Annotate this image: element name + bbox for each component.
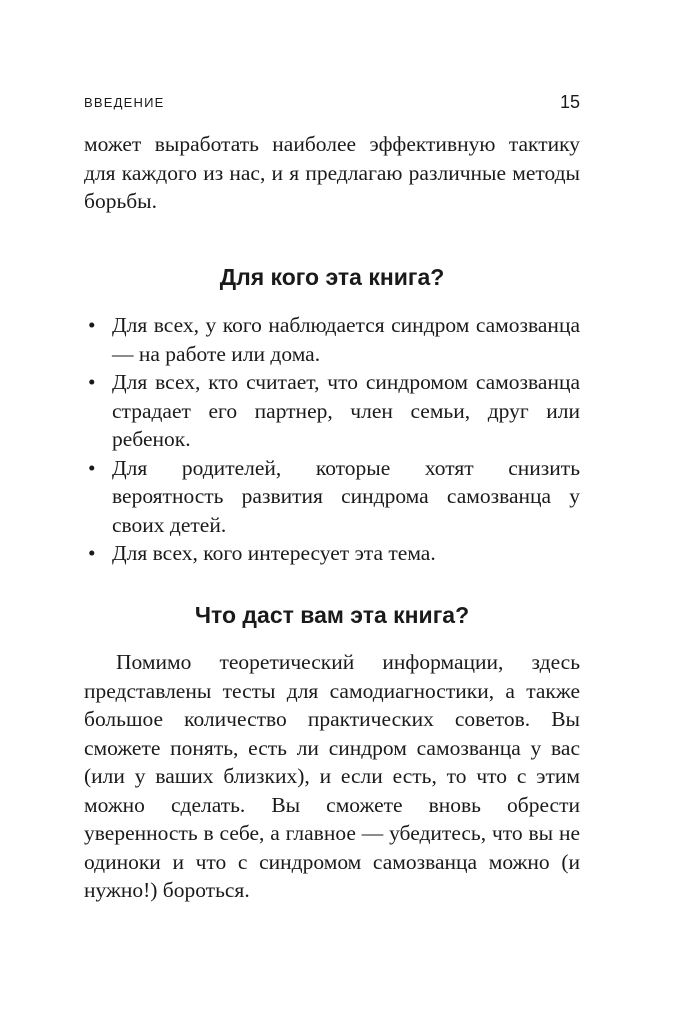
page-number: 15 [559, 92, 580, 112]
body-paragraph: Помимо теоретический информации, здесь представлены тесты для самодиагностики, а также большое количество практических советов. Вы сможете понять, есть ли синдром самозванца у вас (или у ваших близких), и если есть, то что с этим можно сделать. Вы сможете вновь обрести уверенность в себе, а главное — убедитесь, что вы не одиноки и что с синдромом самозванца можно (и нужно!) бороться. [84, 650, 580, 902]
section-label: ВВЕДЕНИЕ [84, 95, 165, 110]
list-item [84, 368, 580, 454]
list-item-text: Для всех, кого интересует эта тема. [112, 541, 436, 565]
running-head [84, 92, 580, 116]
bullet-icon: • [88, 541, 96, 565]
bullet-icon: • [88, 455, 96, 480]
list-item [84, 454, 580, 540]
bullet-icon: • [88, 313, 96, 337]
intro-paragraph: может выработать наиболее эффективную тактику для каждого из нас, и я предлагаю различные методы борьбы. [84, 132, 580, 213]
list-item-text: Для всех, кто считает, что синдромом самозванца страдает его партнер, член семьи, друг или ребенок. [112, 370, 580, 451]
list-item [84, 539, 580, 568]
list-item-text: Для всех, у кого наблюдается синдром самозванца — на работе или дома. [112, 313, 580, 366]
list-item [84, 311, 580, 368]
bullet-icon: • [88, 370, 96, 394]
audience-list [84, 311, 580, 568]
section-heading-for-whom: Для кого эта книга? [219, 264, 445, 290]
section-heading-what-gives: Что даст вам эта книга? [194, 602, 470, 628]
list-item-text: Для родителей, которые хотят снизить вероятность развития синдрома самозванца у своих детей. [112, 455, 580, 537]
